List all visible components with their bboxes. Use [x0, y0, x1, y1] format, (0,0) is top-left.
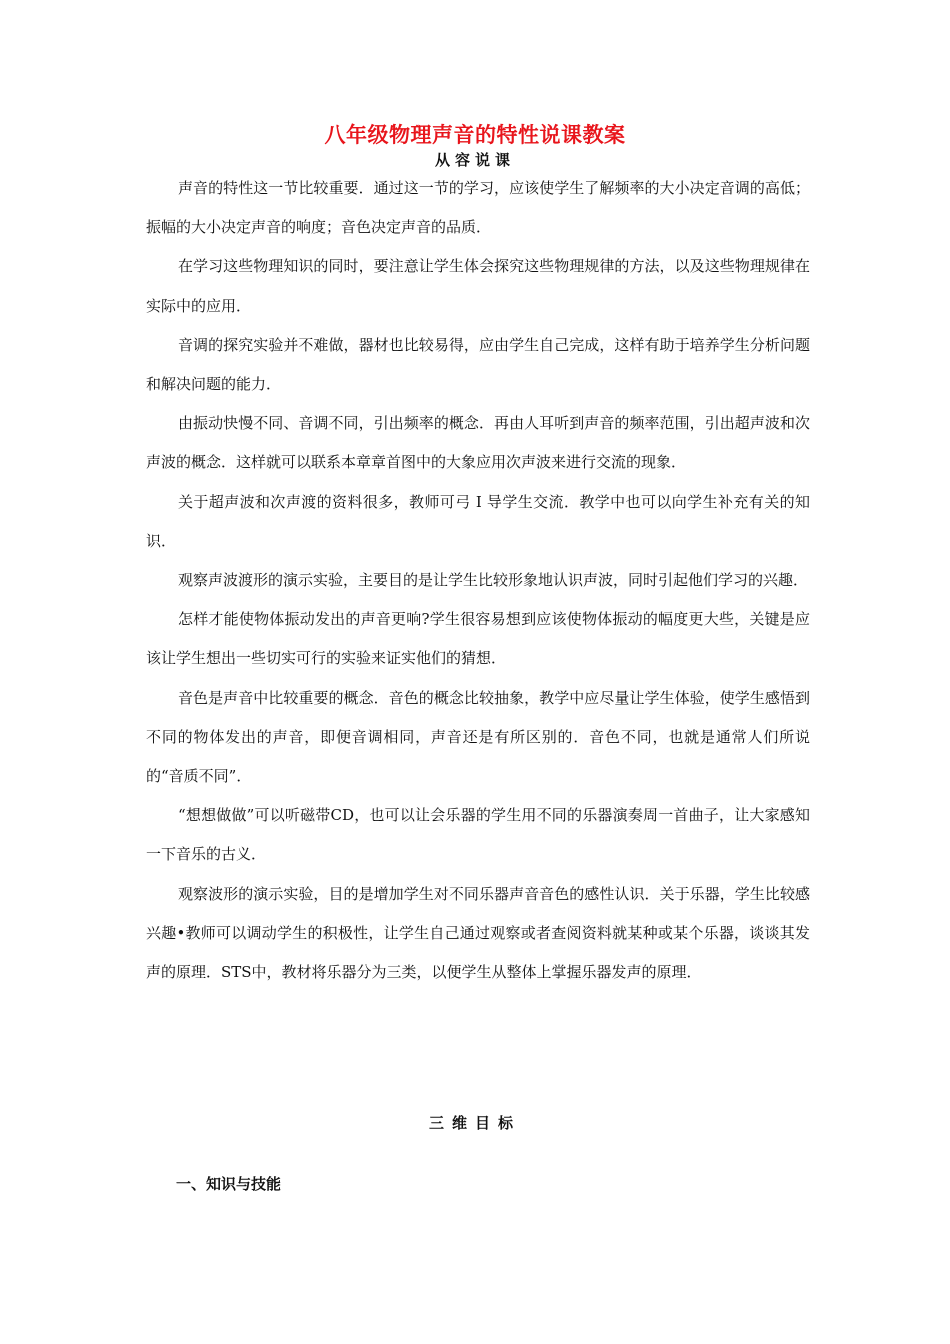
paragraph: 在学习这些物理知识的同时，要注意让学生体会探究这些物理规律的方法，以及这些物理规律在实际中的应用． — [146, 257, 810, 315]
paragraph: “想想做做”可以听磁带CD，也可以让会乐器的学生用不同的乐器演奏周一首曲子，让大家感知一下音乐的古义． — [146, 806, 810, 864]
paragraph: 音调的探究实验并不难做，器材也比较易得，应由学生自己完成，这样有助于培养学生分析问题和解决问题的能力． — [146, 335, 810, 394]
paragraph: 关于超声波和次声渡的资料很多，教师可弓 I 导学生交流．教学中也可以向学生补充有关的知识． — [146, 492, 810, 550]
document-body — [146, 169, 810, 992]
paragraph: 音色是声音中比较重要的概念．音色的概念比较抽象，教学中应尽量让学生体验，使学生感悟到不同的物体发出的声音，即便音调相同，声音还是有所区别的．音色不同，也就是通常人们所说的“音质不同”． — [146, 688, 810, 786]
document-title: 八年级物理声音的特性说课教案 — [324, 123, 626, 147]
subsection-heading: 一、知识与技能 — [176, 1175, 282, 1193]
paragraph: 观察声波渡形的演示实验，主要目的是让学生比较形象地认识声波，同时引起他们学习的兴趣． — [178, 571, 809, 590]
paragraph: 怎样才能使物体振动发出的声音更响?学生很容易想到应该使物体振动的幅度更大些，关键是应该让学生想出一些切实可行的实验来证实他们的猜想． — [146, 610, 810, 668]
document-subtitle: 从容说课 — [434, 151, 515, 169]
section-heading: 三维目标 — [428, 1114, 521, 1132]
paragraph: 声音的特性这一节比较重要．通过这一节的学习，应该使学生了解频率的大小决定音调的高低；振幅的大小决定声音的响度；音色决定声音的品质． — [146, 179, 810, 237]
paragraph: 由振动快慢不同、音调不同，引出频率的概念．再由人耳听到声音的频率范围，引出超声波和次声波的概念．这样就可以联系本章章首图中的大象应用次声波来进行交流的现象． — [146, 414, 810, 472]
paragraph: 观察波形的演示实验，目的是增加学生对不同乐器声音音色的感性认识．关于乐器，学生比较感兴趣•教师可以调动学生的积极性，让学生自己通过观察或者查阅资料就某种或某个乐器，谈谈其发声的原理．STS中，教材将乐器分为三类，以便学生从整体上掌握乐器发声的原理． — [146, 884, 810, 982]
